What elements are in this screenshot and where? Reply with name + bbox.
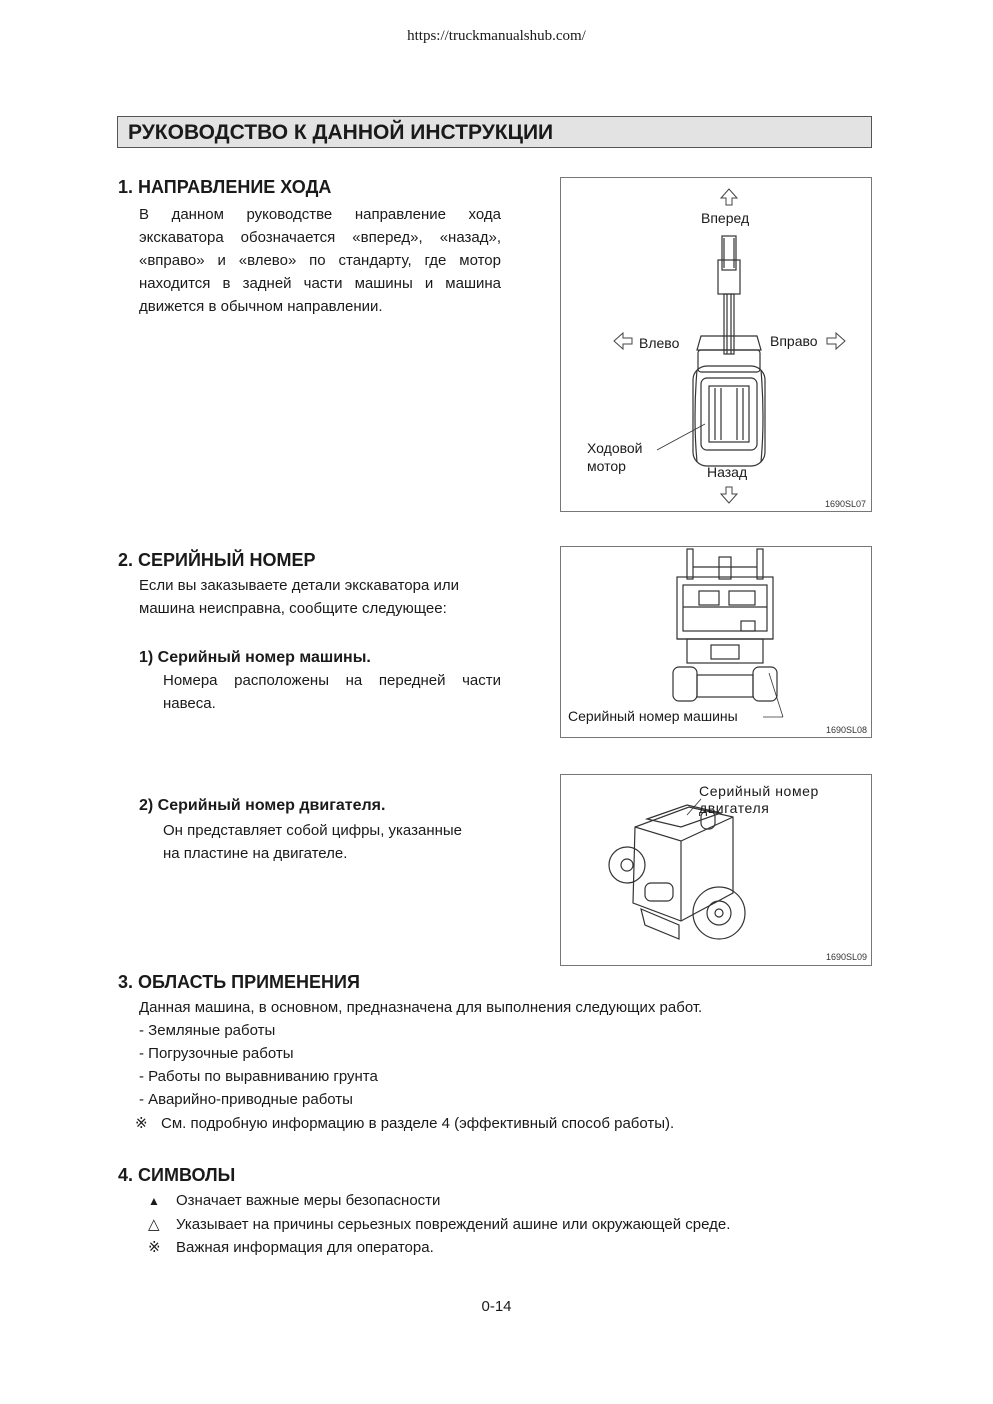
symbol-text: Указывает на причины серьезных повреждений ашине или окружающей среде.: [176, 1216, 731, 1233]
text-line: навеса.: [163, 695, 216, 712]
list-item: [148, 1189, 868, 1213]
list-item: - Аварийно-приводные работы: [139, 1091, 353, 1108]
arrow-left-icon: [614, 333, 632, 349]
section-3-intro: Данная машина, в основном, предназначена для выполнения следующих работ.: [139, 999, 703, 1016]
list-item: - Погрузочные работы: [139, 1045, 294, 1062]
header-url: https://truckmanualshub.com/: [407, 28, 586, 44]
travel-direction-figure: [560, 177, 872, 512]
reference-mark-icon: ※: [135, 1115, 148, 1132]
section-3-note: [135, 1112, 875, 1135]
section-2-heading: 2. СЕРИЙНЫЙ НОМЕР: [118, 550, 316, 570]
engine-serial-figure: [560, 774, 872, 966]
symbol-text: Важная информация для оператора.: [176, 1239, 434, 1256]
label-travel-motor: [587, 439, 643, 475]
text-line: на пластине на двигателе.: [163, 845, 348, 862]
text-line: движется в обычном направлении.: [139, 298, 383, 315]
text-line: «вправо» и «влево» по стандарту, где мотор: [139, 252, 501, 269]
symbol-text: Означает важные меры безопасности: [176, 1192, 441, 1209]
list-item: - Работы по выравниванию грунта: [139, 1068, 378, 1085]
label-engine-serial-line2: двигателя: [699, 800, 770, 816]
warning-triangle-filled-icon: ▲: [148, 1194, 160, 1208]
arrow-down-icon: [721, 487, 737, 503]
text-line: В данном руководстве направление хода: [139, 206, 501, 223]
note-text: См. подробную информацию в разделе 4 (эффективный способ работы).: [161, 1115, 675, 1132]
label-travel-motor-line1: Ходовой: [587, 440, 643, 456]
label-back: Назад: [707, 464, 748, 480]
page-number: 0-14: [481, 1298, 512, 1315]
label-machine-serial: Серийный номер машины: [568, 708, 738, 724]
text-line: Он представляет собой цифры, указанные: [163, 822, 463, 839]
text-line: экскаватора обозначается «вперед», «назад»,: [139, 229, 501, 246]
text-line: Номера расположены на передней части: [163, 672, 501, 689]
reference-mark-icon: ※: [148, 1239, 161, 1256]
figure-code: 1690SL08: [826, 725, 868, 735]
list-item: [148, 1236, 868, 1259]
figure-code: 1690SL09: [826, 952, 868, 962]
page-title: РУКОВОДСТВО К ДАННОЙ ИНСТРУКЦИИ: [117, 116, 872, 148]
section-1-heading: 1. НАПРАВЛЕНИЕ ХОДА: [118, 177, 332, 197]
text-line: Если вы заказываете детали экскаватора или: [139, 577, 459, 594]
subsection-machine-serial-text: [163, 669, 501, 715]
label-engine-serial: [699, 783, 819, 817]
figure-code: 1690SL07: [825, 499, 867, 509]
list-item: - Земляные работы: [139, 1022, 276, 1039]
label-forward: Вперед: [701, 210, 750, 226]
subsection-engine-serial-heading: 2) Серийный номер двигателя.: [139, 797, 386, 814]
text-line: машина неисправна, сообщите следующее:: [139, 600, 447, 617]
symbols-list: [148, 1189, 868, 1259]
subsection-engine-serial-text: [163, 819, 513, 865]
section-2-text: [139, 574, 509, 620]
label-right: Вправо: [770, 333, 818, 349]
section-3-list: [139, 1019, 378, 1111]
label-engine-serial-line1: Серийный номер: [699, 783, 819, 799]
section-3-heading: 3. ОБЛАСТЬ ПРИМЕНЕНИЯ: [118, 972, 360, 992]
section-4-heading: 4. СИМВОЛЫ: [118, 1165, 236, 1185]
arrow-up-icon: [721, 189, 737, 205]
text-line: находится в задней части машины и машина: [139, 275, 501, 292]
list-item: [148, 1213, 868, 1236]
warning-triangle-outline-icon: △: [148, 1216, 160, 1233]
arrow-right-icon: [827, 333, 845, 349]
label-left: Влево: [639, 335, 680, 351]
subsection-machine-serial-heading: 1) Серийный номер машины.: [139, 649, 371, 666]
machine-serial-figure: [560, 546, 872, 738]
section-1-text: [139, 203, 501, 318]
label-travel-motor-line2: мотор: [587, 458, 626, 474]
